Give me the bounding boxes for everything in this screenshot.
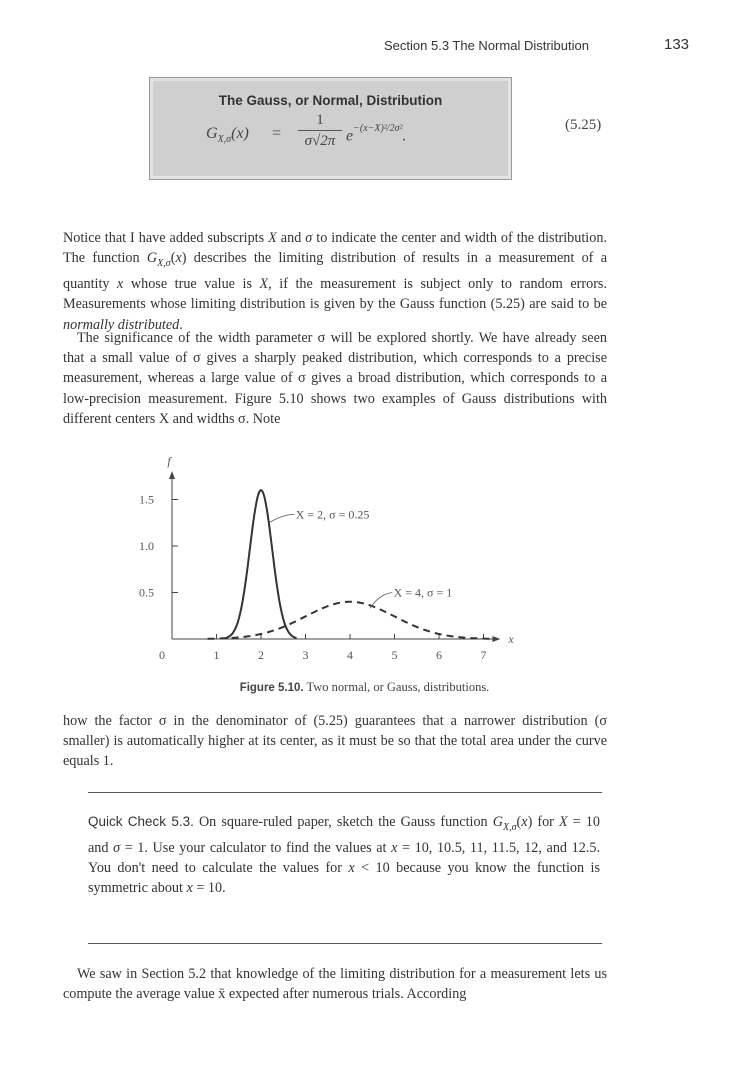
x-tick-label: 6 [436,648,442,662]
quick-check-label: Quick Check 5.3. [88,814,194,829]
y-axis-arrow [169,471,175,479]
running-header [0,36,729,56]
paragraph-4: We saw in Section 5.2 that knowledge of the limiting distribution for a measurement lets us compute the average value x̄ expected after numerous trials. According [63,966,607,1003]
caption-text: Two normal, or Gauss, distributions. [306,680,490,694]
y-tick-label: 1.5 [139,492,154,507]
x-tick-label: 1 [213,648,220,662]
x-tick-label: 7 [480,648,487,662]
quick-check [88,812,600,899]
caption-label: Figure 5.10. [239,682,304,694]
equation-box [149,77,512,180]
annotation-broad: X = 4, σ = 1 [393,585,453,600]
paragraph-1 [63,228,607,335]
divider-bottom [88,943,602,944]
quick-check-text: On square-ruled paper, sketch the Gauss function $G_{X,\sigma}(x)$ for X = 10 and σ = 1. Use your calculator to find the values at x = 10, 10.5, 11, 11.5, 12, and 12.5. You don't need to calculate the values for x < 10 because you know the function is symmetric about x = 10. [88,814,600,897]
x-tick-label: 4 [347,648,353,662]
narrow-gauss-curve [225,490,296,638]
y-axis-label: f [167,454,171,469]
paragraph-2: The significance of the width parameter σ will be explored shortly. We have already seen that a small value of σ gives a sharply peaked distribution, which corresponds to a precise measurement, whereas a large value of σ gives a broad distribution, which corresponds to a low-precision measurement. Figure 5.10 shows two examples of Gauss distributions with different centers X and widths σ. Note [63,330,607,427]
formula-exponential: $e^{-(x-X)^2/2\sigma^2}$. [346,123,407,145]
broad-gauss-curve [208,602,493,639]
formula-numerator: 1 [316,112,324,128]
x-axis-label: x [508,632,514,646]
y-tick-label: 1.0 [139,539,154,553]
annotation-leader [269,514,294,522]
x-tick-label: 0 [159,648,165,662]
page-number: 133 [664,36,690,53]
gauss-figure [135,402,514,674]
labels [139,454,514,662]
formula-denominator: σ√2π [304,133,336,149]
formula-lhs: $G_{X,\sigma}(x)$ [206,125,249,146]
x-tick-label: 5 [391,648,398,662]
divider-top [88,792,602,793]
fraction-bar [298,130,342,131]
y-tick-label: 0.5 [139,585,154,600]
section-title: Section 5.3 The Normal Distribution [384,38,589,53]
equation-number: (5.25) [565,117,602,133]
figure-caption [0,680,729,695]
x-tick-label: 2 [258,648,264,662]
paragraph-3: how the factor σ in the denominator of (5.25) guarantees that a narrower distribution (σ smaller) is automatically higher at its center, as it must be so that the total area under the curve equals 1. [63,713,607,770]
x-axis-arrow [492,636,500,642]
formula-equals: = [272,125,282,142]
formula-fraction [298,112,342,150]
axes [169,471,500,642]
paragraph-1-text: Notice that I have added subscripts X and σ to indicate the center and width of the distribution. The function $G_{X,\sigma}(x)$ describes the limiting distribution of results in a measurement of a quantity x whose true value is X, if the measurement is subject only to random errors. Measurements whose limiting distribution is given by the Gauss function (5.25) are said to be normally distributed. [63,230,608,333]
annotation-narrow: X = 2, σ = 0.25 [295,507,370,522]
x-tick-label: 3 [302,648,309,662]
equation-box-title: The Gauss, or Normal, Distribution [218,93,443,108]
